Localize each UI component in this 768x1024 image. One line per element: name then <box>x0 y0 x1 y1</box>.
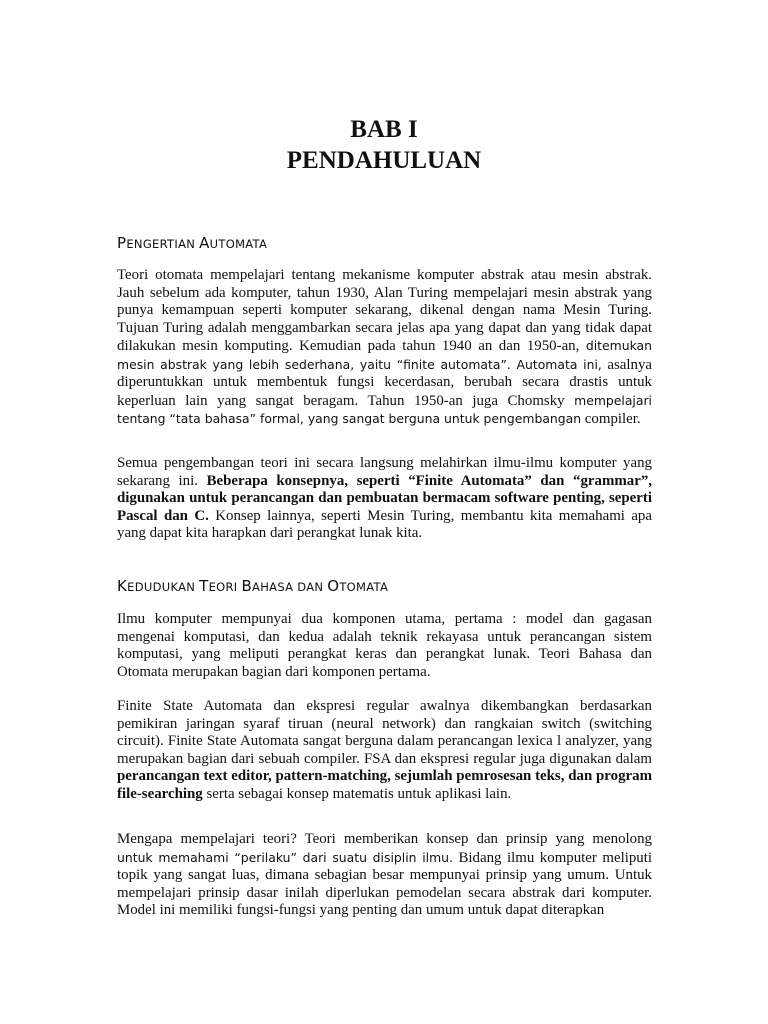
heading-text: ENGERTIAN <box>126 237 200 251</box>
paragraph-bold-text: Beberapa konsepnya, seperti “Finite Automata” dan “grammar”, digunakan untuk perancangan dan pembuatan bermacam software penting, seperti Pascal dan C. <box>117 472 652 524</box>
heading-cap: B <box>241 577 253 595</box>
paragraph-bold-text: perancangan text editor, pattern-matching, sejumlah pemrosesan teks, dan program file-searching <box>117 768 652 802</box>
paragraph-text: Teori otomata mempelajari tentang mekanisme komputer abstrak atau mesin abstrak. Jauh sebelum ada komputer, tahun 1930, Alan Turing mempelajari mesin abstrak yang punya kemampuan seperti komputer sekarang, dikenal dengan nama Mesin Turing. Tujuan Turing adalah menggambarkan secara jelas apa yang dapat dan yang tidak dapat dilakukan mesin komputing. Kemudian pada tahun 1940 an dan 1950-an, <box>117 267 652 354</box>
heading-cap: O <box>327 577 340 595</box>
paragraph-text: untuk memahami “perilaku” dari suatu disiplin ilmu. <box>117 849 453 865</box>
section-heading-kedudukan-teori <box>117 577 388 596</box>
heading-text: AHASA DAN <box>252 580 328 594</box>
paragraph-text: Mengapa mempelajari teori? Teori memberikan konsep dan prinsip yang menolong <box>117 831 652 847</box>
paragraph-finite-state-automata <box>117 698 652 803</box>
paragraph-mengapa-teori <box>117 831 652 920</box>
section-heading-pengertian-automata <box>117 234 267 253</box>
heading-cap: K <box>117 577 128 595</box>
paragraph-ilmu-komputer: Ilmu komputer mempunyai dua komponen utama, pertama : model dan gagasan mengenai komputasi, dan kedua adalah teknik rekayasa untuk perancangan sistem komputasi, yang meliputi perangkat keras dan perangkat lunak. Teori Bahasa dan Otomata merupakan bagian dari komponen pertama. <box>117 611 652 680</box>
heading-text: TOMATA <box>339 580 389 594</box>
chapter-title: PENDAHULUAN <box>286 147 482 174</box>
paragraph-text: compiler. <box>581 411 641 427</box>
paragraph-text: Bidang ilmu komputer meliputi topik yang sangat luas, dimana sebagian besar mempunyai prinsip yang umum. Untuk mempelajari prinsip dasar inilah diperlukan pemodelan secara abstrak dari komputer. Model ini memiliki fungsi-fungsi yang penting dan umum untuk dapat diterapkan <box>117 849 653 918</box>
paragraph-text: Semua pengembangan teori ini secara langsung melahirkan ilmu-ilmu komputer yang sekarang ini. <box>117 455 652 489</box>
paragraph-pengembangan-teori <box>117 455 652 543</box>
heading-cap: T <box>199 577 209 595</box>
paragraph-text: Finite State Automata dan ekspresi regular awalnya dikembangkan berdasarkan pemikiran jaringan syaraf tiruan (neural network) dan rangkaian switch (switching circuit). Finite State Automata sangat berguna dalam perancangan lexica l analyzer, yang merupakan bagian dari sebuah compiler. FSA dan ekspresi regular juga digunakan dalam <box>117 698 652 767</box>
heading-cap: A <box>199 234 210 252</box>
heading-text: UTOMATA <box>209 237 268 251</box>
heading-text: EORI <box>208 580 242 594</box>
chapter-number: BAB I <box>350 116 418 143</box>
paragraph-text: ditemukan mesin abstrak yang lebih sederhana, yaitu “finite automata”. Automata ini, <box>117 338 652 372</box>
paragraph-text: asalnya diperuntukkan untuk membentuk fungsi kecerdasan, berubah secara drastis untuk keperluan lain yang sangat beragam. Tahun 1950-an juga Chomsky <box>117 356 652 409</box>
heading-cap: P <box>117 234 127 252</box>
paragraph-text: serta sebagai konsep matematis untuk aplikasi lain. <box>202 785 512 802</box>
paragraph-teori-otomata <box>117 267 652 429</box>
heading-text: EDUDUKAN <box>127 580 200 594</box>
paragraph-text: Konsep lainnya, seperti Mesin Turing, membantu kita memahami apa yang dapat kita harapkan dari perangkat lunak kita. <box>117 507 652 541</box>
paragraph-text: mempelajari tentang “tata bahasa” formal, yang sangat berguna untuk pengembangan <box>117 392 652 426</box>
